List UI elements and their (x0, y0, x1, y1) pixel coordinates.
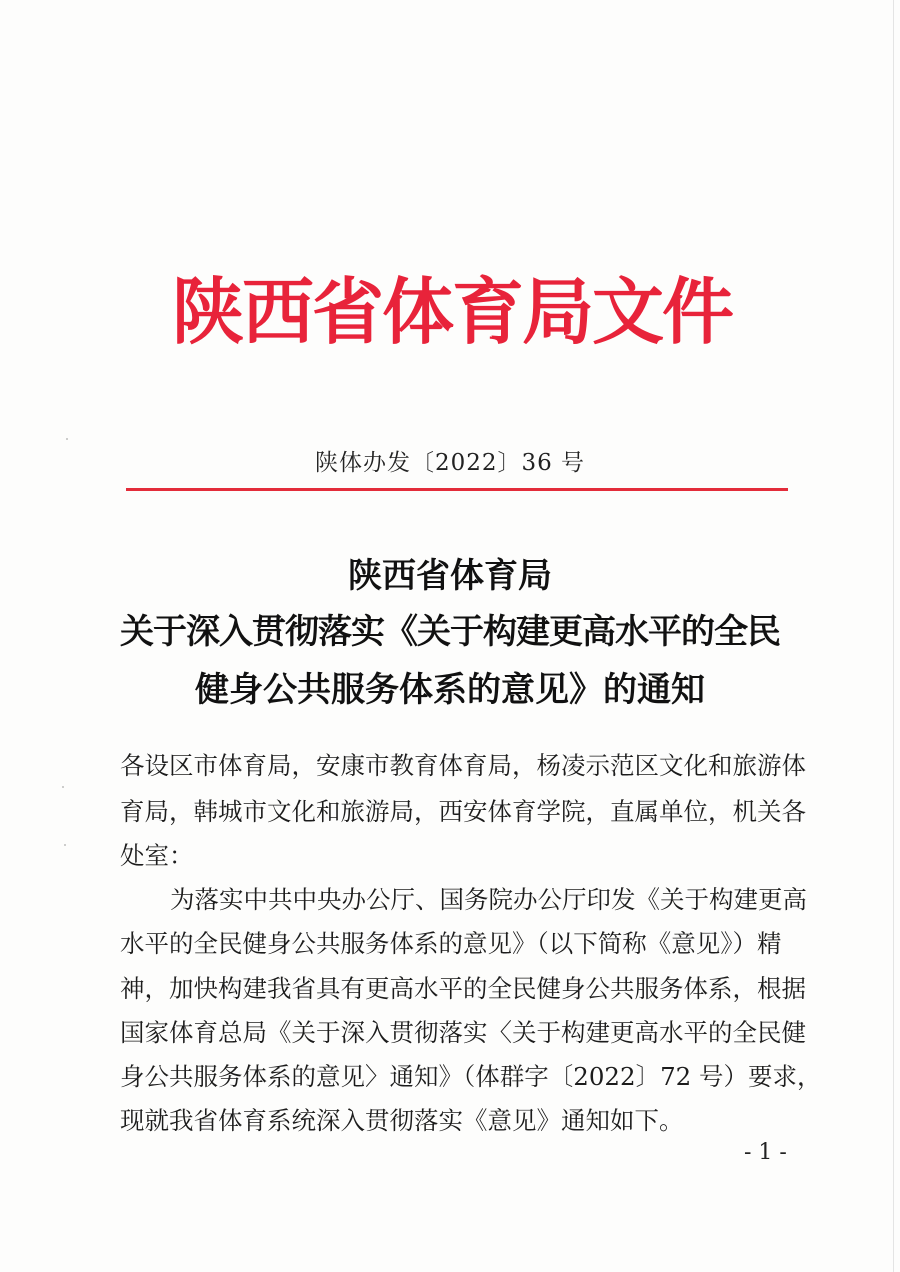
paragraph-line-5: 身公共服务体系的意见〉通知》（体群字〔2022〕72 号）要求， (120, 1062, 822, 1091)
headline-line-2: 关于深入贯彻落实《关于构建更高水平的全民 (120, 612, 780, 652)
red-divider-rule (126, 488, 788, 491)
scan-speck (62, 786, 64, 788)
paragraph-line-2: 水平的全民健身公共服务体系的意见》（以下简称《意见》）精 (120, 929, 782, 958)
issuer-title: 陕西省体育局文件 (172, 269, 733, 354)
document-number: 陕体办发〔2022〕36 号 (314, 450, 586, 476)
scan-speck (64, 844, 66, 846)
scan-speck (66, 438, 68, 440)
page-number: - 1 - (744, 1140, 787, 1165)
paragraph-line-4: 国家体育总局《关于深入贯彻落实〈关于构建更高水平的全民健 (120, 1018, 806, 1047)
paragraph-line-1: 为落实中共中央办公厅、国务院办公厅印发《关于构建更高 (170, 885, 807, 914)
headline-line-1: 陕西省体育局 (348, 556, 552, 596)
paragraph-line-6: 现就我省体育系统深入贯彻落实《意见》通知如下。 (120, 1106, 684, 1135)
recipients-line-3: 处室： (120, 841, 194, 870)
headline-line-3: 健身公共服务体系的意见》的通知 (195, 670, 705, 710)
recipients-line-2: 育局，韩城市文化和旅游局，西安体育学院，直属单位，机关各 (120, 797, 806, 826)
recipients-line-1: 各设区市体育局，安康市教育体育局，杨凌示范区文化和旅游体 (120, 751, 806, 780)
paragraph-line-3: 神，加快构建我省具有更高水平的全民健身公共服务体系，根据 (120, 974, 806, 1003)
